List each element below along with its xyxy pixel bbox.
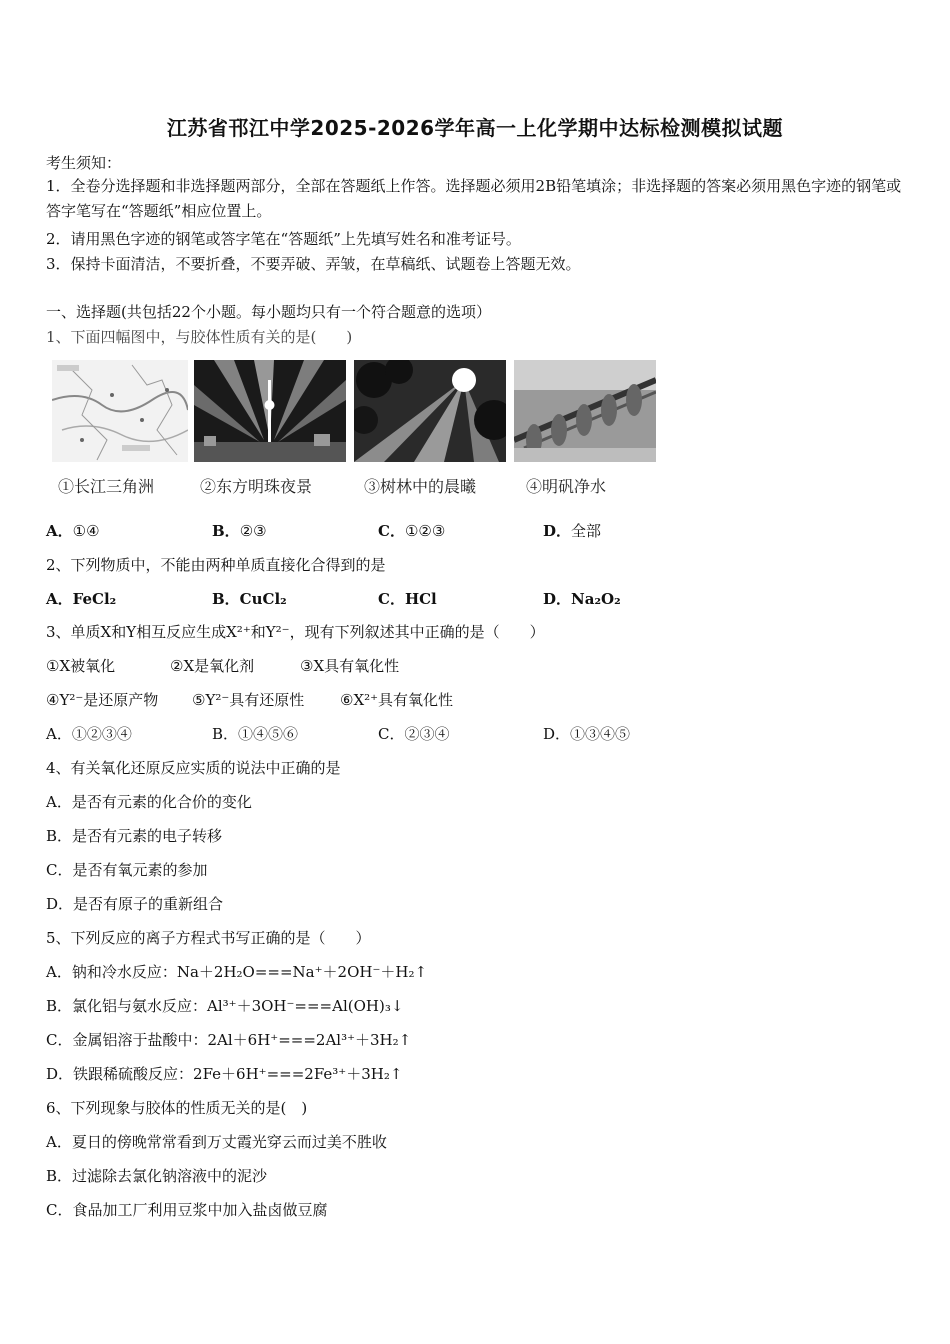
section-heading: 一、选择题(共包括22个小题。每小题均只有一个符合题意的选项） (46, 303, 491, 321)
notice-item-3: 3．保持卡面清洁，不要折叠，不要弄破、弄皱，在草稿纸、试题卷上答题无效。 (46, 255, 581, 273)
q2-option-a[interactable]: A．FeCl₂ (46, 590, 117, 608)
q3-statement-5: ⑤Y²⁻具有还原性 (192, 691, 305, 709)
q4-option-b[interactable]: B．是否有元素的电子转移 (46, 827, 223, 845)
alum-water-image (514, 360, 656, 462)
q1-caption-4: ④明矾净水 (526, 477, 607, 496)
pearl-tower-image (194, 360, 346, 462)
q1-option-c-text: ①②③ (404, 522, 446, 540)
notice-heading: 考生须知： (46, 154, 122, 172)
q6-option-b[interactable]: B．过滤除去氯化钠溶液中的泥沙 (46, 1167, 268, 1185)
q1-option-d-text: 全部 (571, 522, 602, 540)
q2-option-d[interactable]: D．Na₂O₂ (543, 590, 621, 608)
q5-stem: 5、下列反应的离子方程式书写正确的是（ ） (46, 929, 371, 947)
q3-statement-1: ①X被氧化 (46, 657, 116, 675)
q2-option-b[interactable]: B．CuCl₂ (212, 590, 287, 608)
q1-caption-3: ③树林中的晨曦 (364, 477, 477, 496)
q1-option-c[interactable] (378, 520, 445, 541)
q4-option-d[interactable]: D．是否有原子的重新组合 (46, 895, 224, 913)
q5-option-c[interactable]: C．金属铝溶于盐酸中：2Al＋6H⁺===2Al³⁺＋3H₂↑ (46, 1031, 412, 1049)
q1-stem: 1、下面四幅图中，与胶体性质有关的是( ) (46, 328, 353, 346)
q1-option-d-key: D． (543, 522, 572, 540)
q6-option-a[interactable]: A．夏日的傍晚常常看到万丈霞光穿云而过美不胜收 (46, 1133, 387, 1151)
q6-option-c[interactable]: C．食品加工厂利用豆浆中加入盐卤做豆腐 (46, 1201, 328, 1219)
forest-image (354, 360, 506, 462)
q2-option-c[interactable]: C．HCl (378, 590, 437, 608)
q1-option-d[interactable] (543, 520, 601, 541)
q1-option-a[interactable] (46, 520, 100, 541)
q1-images (52, 360, 662, 500)
notice-item-2: 2．请用黑色字迹的钢笔或答字笔在“答题纸”上先填写姓名和准考证号。 (46, 230, 521, 248)
q1-option-a-text: ①④ (72, 522, 100, 540)
q4-option-a[interactable]: A．是否有元素的化合价的变化 (46, 793, 252, 811)
q4-option-c[interactable]: C．是否有氧元素的参加 (46, 861, 208, 879)
q3-option-a[interactable]: A．①②③④ (46, 725, 132, 743)
q3-option-d[interactable]: D．①③④⑤ (543, 725, 631, 743)
q3-statement-6: ⑥X²⁺具有氧化性 (340, 691, 454, 709)
q6-stem: 6、下列现象与胶体的性质无关的是( ) (46, 1099, 308, 1117)
map-image (52, 360, 188, 462)
q3-option-c[interactable]: C．②③④ (378, 725, 450, 743)
q3-statement-4: ④Y²⁻是还原产物 (46, 691, 159, 709)
q3-statement-2: ②X是氧化剂 (170, 657, 255, 675)
q3-statement-3: ③X具有氧化性 (300, 657, 400, 675)
q3-option-b[interactable]: B．①④⑤⑥ (212, 725, 299, 743)
q1-option-b-text: ②③ (239, 522, 267, 540)
q1-option-b[interactable] (212, 520, 267, 541)
notice-item-1: 1．全卷分选择题和非选择题两部分，全部在答题纸上作答。选择题必须用2B铅笔填涂；非选择题的答案必须用黑色字迹的钢笔或答字笔写在“答题纸”相应位置上。 (46, 177, 902, 220)
q1-option-c-key: C． (378, 522, 405, 540)
page-title: 江苏省邗江中学2025-2026学年高一上化学期中达标检测模拟试题 (166, 116, 784, 140)
q1-caption-2: ②东方明珠夜景 (200, 477, 313, 496)
q5-option-d[interactable]: D．铁跟稀硫酸反应：2Fe＋6H⁺===2Fe³⁺＋3H₂↑ (46, 1065, 403, 1083)
q5-option-b[interactable]: B．氯化铝与氨水反应：Al³⁺＋3OH⁻===Al(OH)₃↓ (46, 997, 404, 1015)
q1-option-a-key: A． (46, 522, 73, 540)
q1-option-b-key: B． (212, 522, 240, 540)
q1-caption-1: ①长江三角洲 (58, 477, 155, 496)
q4-stem: 4、有关氧化还原反应实质的说法中正确的是 (46, 759, 341, 777)
q3-stem: 3、单质X和Y相互反应生成X²⁺和Y²⁻，现有下列叙述其中正确的是（ ） (46, 623, 545, 641)
q2-stem: 2、下列物质中，不能由两种单质直接化合得到的是 (46, 556, 386, 574)
q5-option-a[interactable]: A．钠和冷水反应：Na＋2H₂O===Na⁺＋2OH⁻＋H₂↑ (46, 963, 428, 981)
